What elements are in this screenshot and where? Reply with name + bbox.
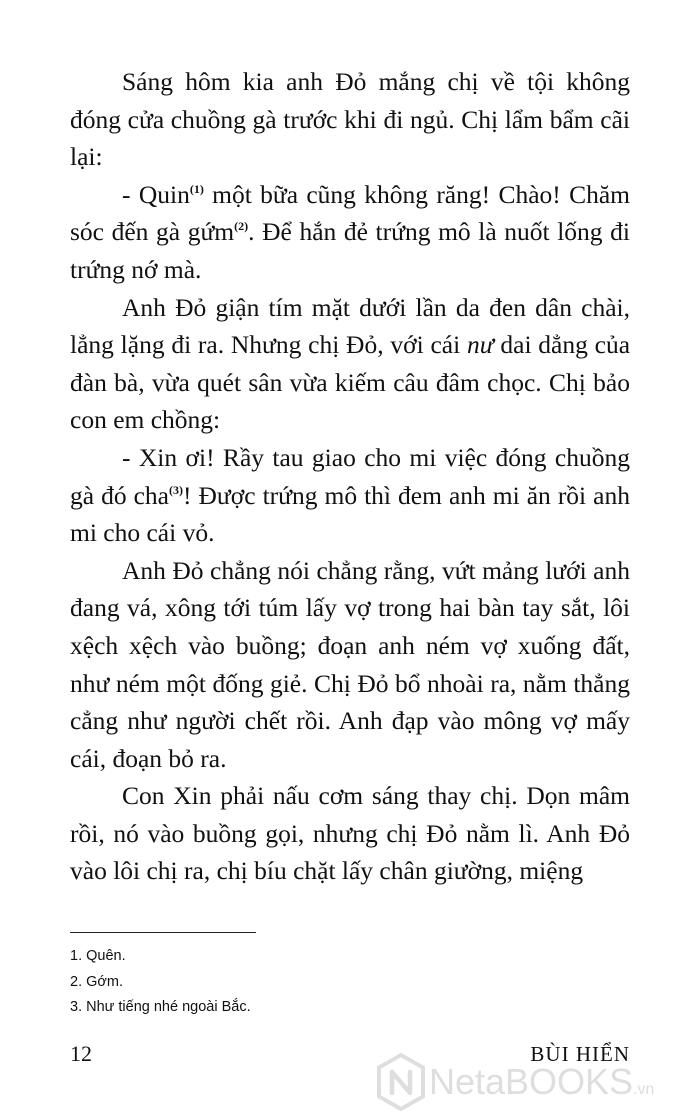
paragraph-3-text-a: Anh Đỏ giận tím mặt dưới lần da đen dân chài, lẳng lặng đi ra. Nhưng chị Đỏ, với cái xyxy=(70,292,630,360)
page-number: 12 xyxy=(70,1041,92,1066)
footnote-1: 1. Quên. xyxy=(70,948,126,964)
footnote-2: 2. Gớm. xyxy=(70,973,124,990)
paragraph-2-text-c: . Để hắn đẻ trứng mô là nuốt lống đi trứng nớ mà. xyxy=(70,217,630,284)
netabooks-logo-icon xyxy=(375,1052,427,1112)
paragraph-4-text-a: - Xin ơi! Rầy tau giao cho mi việc đóng chuồng gà đó cha xyxy=(70,442,630,510)
paragraph-4-text-b: ! Được trứng mô thì đem anh mi ăn rồi anh mi cho cái vỏ. xyxy=(70,480,630,548)
paragraph-3-text-b: dai dẳng của đàn bà, vừa quét sân vừa kiếm câu đâm chọc. Chị bảo con em chồng: xyxy=(70,330,631,435)
running-author: BÙI HIỂN xyxy=(530,1042,630,1066)
footnote-ref-2: (2) xyxy=(234,219,249,234)
paragraph-1: Sáng hôm kia anh Đỏ mắng chị về tội không đóng cửa chuồng gà trước khi đi ngủ. Chị lẩm bẩm cãi lại: xyxy=(70,67,630,172)
paragraph-2-text-a: - Quin xyxy=(122,179,190,209)
paragraph-2-text-b: một bữa cũng không răng! Chào! Chăm sóc đến gà gứm xyxy=(70,179,630,247)
footnote-ref-1: (1) xyxy=(189,181,204,196)
footnotes xyxy=(70,944,251,1021)
paragraph-5: Anh Đỏ chẳng nói chẳng rằng, vứt mảng lưới anh đang vá, xông tới túm lấy vợ trong hai bàn tay sắt, lôi xệch xệch vào buồng; đoạn anh ném vợ xuống đất, như ném một đống giẻ. Chị Đỏ bổ nhoài ra, nằm thẳng cẳng như người chết rồi. Anh đạp vào mông vợ mấy cái, đoạn bỏ ra. xyxy=(70,555,630,773)
watermark-domain: .vn xyxy=(633,1081,655,1098)
paragraph-2 xyxy=(70,176,630,289)
watermark-brand: NetaBOOKS xyxy=(429,1061,634,1102)
footnote-divider xyxy=(70,932,256,933)
paragraph-4 xyxy=(70,439,630,552)
paragraph-3-italic-word: nư xyxy=(466,330,494,360)
body-text xyxy=(70,63,630,890)
watermark-text xyxy=(429,1060,654,1112)
footnote-3: 3. Như tiếng nhé ngoài Bắc. xyxy=(70,999,251,1015)
footnote-ref-3: (3) xyxy=(169,482,183,497)
paragraph-3 xyxy=(70,289,630,439)
watermark xyxy=(375,1052,697,1116)
paragraph-6: Con Xin phải nấu cơm sáng thay chị. Dọn mâm rồi, nó vào buồng gọi, nhưng chị Đỏ nằm lì. Anh Đỏ vào lôi chị ra, chị bíu chặt lấy chân giường, miệng xyxy=(70,781,630,886)
